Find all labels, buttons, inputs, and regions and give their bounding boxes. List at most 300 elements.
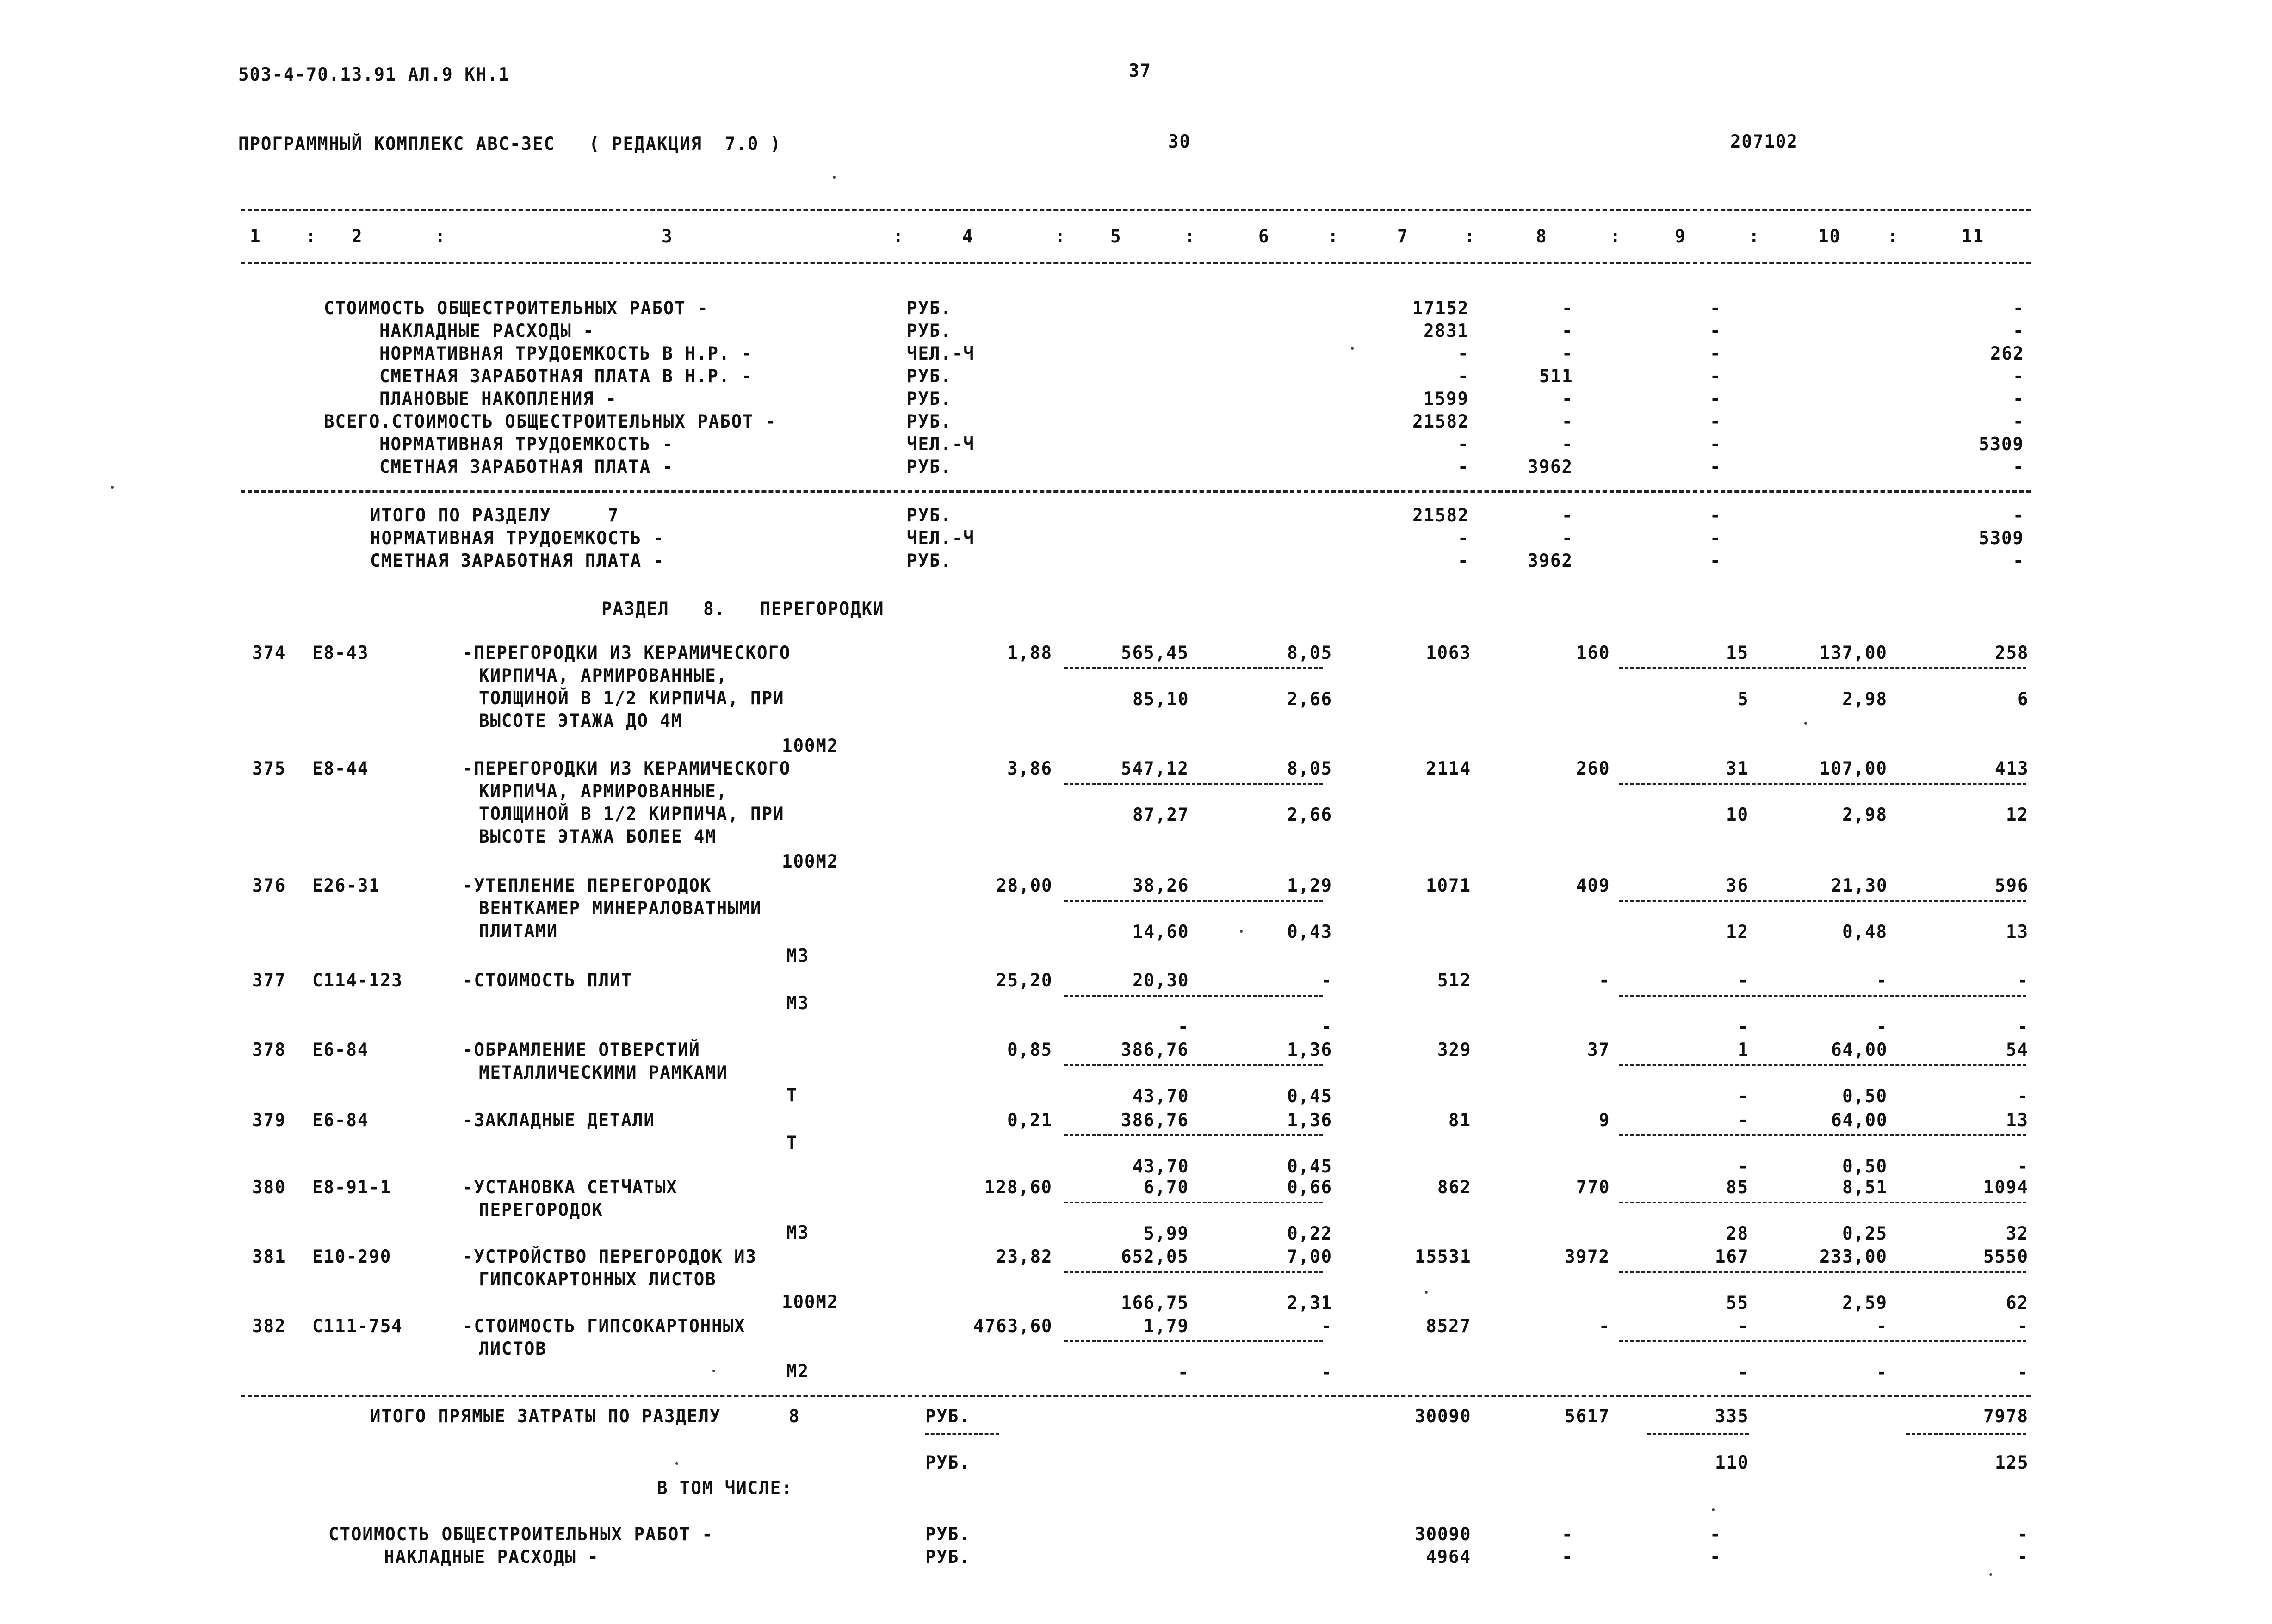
item-c11b: 32	[2006, 1223, 2029, 1244]
column-header-10: 6	[1258, 226, 1270, 247]
item-c5b: -	[1177, 1362, 1189, 1383]
item-c8: -	[1598, 970, 1610, 991]
summary-c11: -	[2012, 389, 2024, 409]
item-c10b: 2,98	[1842, 805, 1888, 825]
item-c6b: -	[1321, 1362, 1332, 1383]
section8-c7: 30090	[1414, 1406, 1471, 1427]
item-description: ПЕРЕГОРОДОК	[479, 1200, 604, 1221]
item-subtotal-dash	[1064, 783, 1323, 785]
summary-c8: -	[1561, 298, 1573, 319]
item-unit: Т	[786, 1133, 798, 1153]
item-code: С114-123	[312, 970, 403, 991]
summary-c11: -	[2012, 321, 2024, 341]
section7-c9: -	[1709, 528, 1721, 549]
item-c9b: -	[1737, 1086, 1749, 1107]
column-header-1: :	[305, 226, 317, 247]
item-c10b: -	[1876, 1362, 1888, 1383]
item-subtotal-dash	[1064, 1064, 1323, 1066]
column-header-20: 11	[1962, 226, 1984, 247]
item-c4: 1,88	[1007, 643, 1052, 663]
section7-c9: -	[1709, 551, 1721, 571]
item-unit: М3	[786, 1222, 809, 1243]
item-c5a: 6,70	[1144, 1177, 1189, 1198]
item-c9a: -	[1737, 1110, 1749, 1131]
section8-c11b: 125	[1994, 1452, 2029, 1473]
item-subtotal-dash	[1619, 783, 2026, 785]
item-c10a: 64,00	[1831, 1040, 1888, 1060]
summary-unit: РУБ.	[907, 411, 952, 432]
item-number: 379	[252, 1110, 286, 1131]
item-c11a: -	[2017, 970, 2029, 991]
item-c11b: 12	[2006, 805, 2029, 825]
item-c10b: -	[1876, 1017, 1888, 1037]
item-c4: 4763,60	[973, 1316, 1052, 1337]
item-c11a: 13	[2006, 1110, 2029, 1131]
section7-c11: -	[2012, 551, 2024, 571]
summary-c11: -	[2012, 411, 2024, 432]
item-c5b: 87,27	[1132, 805, 1189, 825]
scan-speck	[1240, 930, 1243, 933]
item-c5a: 565,45	[1121, 643, 1189, 663]
item-c6b: 0,45	[1287, 1156, 1332, 1177]
item-c6b: 2,66	[1287, 805, 1332, 825]
item-c7: 81	[1449, 1110, 1471, 1131]
item-c5b: 43,70	[1132, 1156, 1189, 1177]
summary-c9: -	[1709, 434, 1721, 455]
item-c7: 862	[1437, 1177, 1471, 1198]
item-description: -УТЕПЛЕНИЕ ПЕРЕГОРОДОК	[463, 875, 712, 896]
item-c11a: 1094	[1983, 1177, 2029, 1198]
section7-c8: -	[1561, 528, 1573, 549]
scan-speck	[1351, 347, 1354, 350]
section8-c11: 7978	[1983, 1406, 2029, 1427]
item-code: Е8-91-1	[312, 1177, 392, 1198]
item-description: -СТОИМОСТЬ ГИПСОКАРТОННЫХ	[463, 1316, 746, 1337]
item-subtotal-dash	[1064, 1134, 1323, 1136]
section7-unit: РУБ.	[907, 505, 952, 526]
section8-unit: РУБ.	[925, 1406, 971, 1427]
item-description: -СТОИМОСТЬ ПЛИТ	[463, 970, 632, 991]
item-c5b: 43,70	[1132, 1086, 1189, 1107]
column-header-0: 1	[250, 226, 261, 247]
item-c6a: 1,36	[1287, 1040, 1332, 1060]
item-c8: 37	[1587, 1040, 1610, 1060]
column-header-7: :	[1055, 226, 1066, 247]
section8-c9: 335	[1715, 1406, 1749, 1427]
item-c10b: 0,50	[1842, 1156, 1888, 1177]
section7-label: ИТОГО ПО РАЗДЕЛУ 7	[370, 505, 619, 526]
item-description: ВЫСОТЕ ЭТАЖА БОЛЕЕ 4М	[479, 826, 717, 847]
section8-c9b: 110	[1715, 1452, 1749, 1473]
section-title-underline	[601, 625, 1300, 626]
item-code: Е8-44	[312, 758, 369, 779]
item-description: -ПЕРЕГОРОДКИ ИЗ КЕРАМИЧЕСКОГО	[463, 643, 791, 663]
summary-unit: РУБ.	[907, 389, 952, 409]
item-c6b: 0,43	[1287, 922, 1332, 942]
section7-c9: -	[1709, 505, 1721, 526]
summary-unit: РУБ.	[907, 366, 952, 387]
item-c5b: 5,99	[1144, 1223, 1189, 1244]
item-subtotal-dash	[1619, 1134, 2026, 1136]
item-c7: 329	[1437, 1040, 1471, 1060]
bottom-c11: -	[2017, 1547, 2029, 1568]
section7-c8: -	[1561, 505, 1573, 526]
scan-speck	[1712, 1508, 1715, 1511]
item-number: 376	[252, 875, 286, 896]
summary-label: НОРМАТИВНАЯ ТРУДОЕМКОСТЬ -	[379, 434, 674, 455]
item-description: -ПЕРЕГОРОДКИ ИЗ КЕРАМИЧЕСКОГО	[463, 758, 791, 779]
item-code: С111-754	[312, 1316, 403, 1337]
section7-label: СМЕТНАЯ ЗАРАБОТНАЯ ПЛАТА -	[370, 551, 664, 571]
item-unit: М3	[786, 993, 809, 1014]
item-c11a: -	[2017, 1316, 2029, 1337]
item-c10a: -	[1876, 1316, 1888, 1337]
item-description: -УСТАНОВКА СЕТЧАТЫХ	[463, 1177, 678, 1198]
item-c11b: -	[2017, 1017, 2029, 1037]
summary-c9: -	[1709, 366, 1721, 387]
item-c5b: 85,10	[1132, 689, 1189, 710]
item-subtotal-dash	[1619, 667, 2026, 669]
item-description: -ОБРАМЛЕНИЕ ОТВЕРСТИЙ	[463, 1040, 700, 1060]
item-c9a: 1	[1737, 1040, 1749, 1060]
item-c6b: 0,45	[1287, 1086, 1332, 1107]
scan-speck	[712, 1370, 715, 1372]
item-c6a: -	[1321, 970, 1332, 991]
summary-unit: ЧЕЛ.-Ч	[907, 434, 975, 455]
item-c11a: 596	[1994, 875, 2029, 896]
item-number: 378	[252, 1040, 286, 1060]
summary-unit: РУБ.	[907, 457, 952, 477]
summary-c11: 262	[1990, 343, 2024, 364]
column-header-5: :	[893, 226, 904, 247]
item-code: Е26-31	[312, 875, 380, 896]
item-c6a: 1,36	[1287, 1110, 1332, 1131]
item-subtotal-dash	[1619, 1340, 2026, 1342]
summary-c7: 17152	[1412, 298, 1469, 319]
item-c7: 15531	[1414, 1246, 1471, 1267]
item-code: Е6-84	[312, 1040, 369, 1060]
section8-c8: 5617	[1565, 1406, 1610, 1427]
item-c6b: 0,22	[1287, 1223, 1332, 1244]
bottom-c9: -	[1709, 1547, 1721, 1568]
item-c10a: 107,00	[1820, 758, 1888, 779]
item-subtotal-dash	[1064, 900, 1323, 902]
item-subtotal-dash	[1064, 1202, 1323, 1203]
table-top-rule	[241, 209, 2031, 211]
bottom-c8: -	[1561, 1547, 1573, 1568]
summary-c8: -	[1561, 389, 1573, 409]
item-description: ГИПСОКАРТОННЫХ ЛИСТОВ	[479, 1269, 717, 1290]
item-c5a: 652,05	[1121, 1246, 1189, 1267]
summary-c8: 511	[1539, 366, 1573, 387]
bottom-c11: -	[2017, 1524, 2029, 1545]
item-c6a: 1,29	[1287, 875, 1332, 896]
item-c5a: 547,12	[1121, 758, 1189, 779]
item-number: 382	[252, 1316, 286, 1337]
item-c8: 9	[1598, 1110, 1610, 1131]
column-header-17: :	[1749, 226, 1760, 247]
summary-c8: -	[1561, 343, 1573, 364]
item-c10a: 233,00	[1820, 1246, 1888, 1267]
item-c9a: 15	[1726, 643, 1749, 663]
summary-c7: 21582	[1412, 411, 1469, 432]
summary-c9: -	[1709, 343, 1721, 364]
summary-unit: РУБ.	[907, 298, 952, 319]
item-c9a: 36	[1726, 875, 1749, 896]
item-c6a: 8,05	[1287, 643, 1332, 663]
summary-c9: -	[1709, 298, 1721, 319]
item-description: ТОЛЩИНОЙ В 1/2 КИРПИЧА, ПРИ	[479, 804, 785, 824]
bottom-c8: -	[1561, 1524, 1573, 1545]
item-code: Е6-84	[312, 1110, 369, 1131]
item-description: ВЕНТКАМЕР МИНЕРАЛОВАТНЫМИ	[479, 898, 762, 919]
bottom-c7: 4964	[1426, 1547, 1471, 1568]
item-description: КИРПИЧА, АРМИРОВАННЫЕ,	[479, 781, 728, 802]
item-unit: М3	[786, 946, 809, 967]
column-header-9: :	[1184, 226, 1196, 247]
scan-speck	[111, 486, 114, 489]
item-description: ЛИСТОВ	[479, 1339, 547, 1359]
bottom-unit: РУБ.	[925, 1524, 971, 1545]
item-c4: 25,20	[996, 970, 1052, 991]
item-unit: 100М2	[782, 851, 839, 872]
summary-label: СМЕТНАЯ ЗАРАБОТНАЯ ПЛАТА В Н.Р. -	[379, 366, 753, 387]
scan-speck	[1989, 1573, 1992, 1576]
item-c10a: -	[1876, 970, 1888, 991]
item-c11b: -	[2017, 1362, 2029, 1383]
column-header-11: :	[1328, 226, 1339, 247]
item-c10b: 2,59	[1842, 1293, 1888, 1314]
item-c7: 512	[1437, 970, 1471, 991]
summary-c9: -	[1709, 457, 1721, 477]
item-subtotal-dash	[1064, 667, 1323, 669]
item-code: Е8-43	[312, 643, 369, 663]
summary-label: СМЕТНАЯ ЗАРАБОТНАЯ ПЛАТА -	[379, 457, 674, 477]
item-c10b: 0,50	[1842, 1086, 1888, 1107]
item-c11a: 258	[1994, 643, 2029, 663]
item-c9a: 85	[1726, 1177, 1749, 1198]
item-subtotal-dash	[1619, 1271, 2026, 1273]
item-c5a: 1,79	[1144, 1316, 1189, 1337]
scan-speck	[675, 1462, 678, 1465]
item-c8: 770	[1576, 1177, 1610, 1198]
item-c5a: 20,30	[1132, 970, 1189, 991]
item-description: ВЫСОТЕ ЭТАЖА ДО 4М	[479, 711, 683, 731]
summary-c8: -	[1561, 411, 1573, 432]
item-c9b: 28	[1726, 1223, 1749, 1244]
item-c6b: 2,31	[1287, 1293, 1332, 1314]
column-header-8: 5	[1110, 226, 1122, 247]
item-c7: 1071	[1426, 875, 1471, 896]
item-c10a: 8,51	[1842, 1177, 1888, 1198]
bottom-label: НАКЛАДНЫЕ РАСХОДЫ -	[384, 1547, 599, 1568]
item-c10a: 64,00	[1831, 1110, 1888, 1131]
item-c5a: 38,26	[1132, 875, 1189, 896]
summary-c9: -	[1709, 321, 1721, 341]
item-description: МЕТАЛЛИЧЕСКИМИ РАМКАМИ	[479, 1062, 728, 1083]
item-c10b: 0,48	[1842, 922, 1888, 942]
item-c11b: 13	[2006, 922, 2029, 942]
column-header-2: 2	[352, 226, 363, 247]
summary-c11: -	[2012, 366, 2024, 387]
item-number: 375	[252, 758, 286, 779]
item-unit: М2	[786, 1361, 809, 1382]
item-c4: 23,82	[996, 1246, 1052, 1267]
item-c9a: 31	[1726, 758, 1749, 779]
item-c9a: 167	[1715, 1246, 1749, 1267]
summary-c11: -	[2012, 457, 2024, 477]
item-number: 381	[252, 1246, 286, 1267]
item-c5b: 166,75	[1121, 1293, 1189, 1314]
section7-c7: 21582	[1412, 505, 1469, 526]
summary-unit: РУБ.	[907, 321, 952, 341]
column-header-15: :	[1610, 226, 1622, 247]
item-subtotal-dash	[1064, 1340, 1323, 1342]
item-number: 380	[252, 1177, 286, 1198]
item-c4: 3,86	[1007, 758, 1052, 779]
item-c5b: -	[1177, 1017, 1189, 1037]
item-c9b: 10	[1726, 805, 1749, 825]
section-title: РАЗДЕЛ 8. ПЕРЕГОРОДКИ	[601, 599, 885, 620]
item-c9b: 55	[1726, 1293, 1749, 1314]
item-subtotal-dash	[1619, 1202, 2026, 1203]
summary-c7: -	[1457, 434, 1469, 455]
item-c11a: 54	[2006, 1040, 2029, 1060]
sheet-number: 30	[1168, 131, 1191, 152]
doc-code: 503-4-70.13.91 АЛ.9 КН.1	[238, 64, 510, 85]
item-c7: 8527	[1426, 1316, 1471, 1337]
item-c10b: 0,25	[1842, 1223, 1888, 1244]
item-c8: 409	[1576, 875, 1610, 896]
item-c7: 1063	[1426, 643, 1471, 663]
section8-rule	[241, 1395, 2031, 1397]
section7-label: НОРМАТИВНАЯ ТРУДОЕМКОСТЬ -	[370, 528, 664, 549]
item-c6b: 2,66	[1287, 689, 1332, 710]
item-c9b: -	[1737, 1017, 1749, 1037]
item-c9b: 5	[1737, 689, 1749, 710]
summary-c7: 1599	[1424, 389, 1469, 409]
column-header-18: 10	[1818, 226, 1841, 247]
item-subtotal-dash	[1619, 995, 2026, 997]
item-subtotal-dash	[1619, 900, 2026, 902]
summary-c7: 2831	[1424, 321, 1469, 341]
summary-unit: ЧЕЛ.-Ч	[907, 343, 975, 364]
item-number: 374	[252, 643, 286, 663]
item-c6a: 8,05	[1287, 758, 1332, 779]
item-c8: 3972	[1565, 1246, 1610, 1267]
scan-speck	[1425, 1291, 1428, 1294]
item-description: -ЗАКЛАДНЫЕ ДЕТАЛИ	[463, 1110, 655, 1131]
item-c4: 0,85	[1007, 1040, 1052, 1060]
summary-c7: -	[1457, 366, 1469, 387]
summary-c11: -	[2012, 298, 2024, 319]
scan-speck	[833, 176, 836, 179]
item-subtotal-dash	[1619, 1064, 2026, 1066]
summary-label: ПЛАНОВЫЕ НАКОПЛЕНИЯ -	[379, 389, 617, 409]
summary-c11: 5309	[1979, 434, 2024, 455]
item-description: ПЛИТАМИ	[479, 921, 558, 942]
item-c8: 260	[1576, 758, 1610, 779]
item-c6a: 7,00	[1287, 1246, 1332, 1267]
section7-c8: 3962	[1528, 551, 1573, 571]
column-header-rule	[241, 262, 2031, 264]
item-unit: Т	[786, 1085, 798, 1106]
item-c10a: 137,00	[1820, 643, 1888, 663]
section7-c7: -	[1457, 528, 1469, 549]
column-header-4: 3	[662, 226, 673, 247]
item-c4: 128,60	[984, 1177, 1052, 1198]
scan-speck	[1804, 722, 1807, 725]
item-description: -УСТРОЙСТВО ПЕРЕГОРОДОК ИЗ	[463, 1246, 757, 1267]
column-header-16: 9	[1675, 226, 1686, 247]
item-c7: 2114	[1426, 758, 1471, 779]
item-subtotal-dash	[1064, 995, 1323, 997]
document-code: 207102	[1730, 131, 1798, 152]
summary-c8: 3962	[1528, 457, 1573, 477]
summary-c9: -	[1709, 389, 1721, 409]
summary-c8: -	[1561, 434, 1573, 455]
section7-c11: 5309	[1979, 528, 2024, 549]
item-c9a: -	[1737, 1316, 1749, 1337]
item-c8: 160	[1576, 643, 1610, 663]
column-header-14: 8	[1536, 226, 1548, 247]
summary-c7: -	[1457, 457, 1469, 477]
section8-dash	[1647, 1433, 1749, 1435]
section8-label: ИТОГО ПРЯМЫЕ ЗАТРАТЫ ПО РАЗДЕЛУ 8	[370, 1406, 800, 1427]
item-c10b: 2,98	[1842, 689, 1888, 710]
bottom-c9: -	[1709, 1524, 1721, 1545]
section7-c11: -	[2012, 505, 2024, 526]
item-c6a: 0,66	[1287, 1177, 1332, 1198]
item-c10a: 21,30	[1831, 875, 1888, 896]
summary-label: ВСЕГО.СТОИМОСТЬ ОБЩЕСТРОИТЕЛЬНЫХ РАБОТ -	[324, 411, 777, 432]
summary-label: НОРМАТИВНАЯ ТРУДОЕМКОСТЬ В Н.Р. -	[379, 343, 753, 364]
column-header-19: :	[1888, 226, 1899, 247]
summary-c7: -	[1457, 343, 1469, 364]
item-c5b: 14,60	[1132, 922, 1189, 942]
item-c11a: 5550	[1983, 1246, 2029, 1267]
item-unit: 100М2	[782, 1292, 839, 1313]
item-c9a: -	[1737, 970, 1749, 991]
column-header-3: :	[435, 226, 446, 247]
bottom-unit: РУБ.	[925, 1547, 971, 1568]
item-c11b: -	[2017, 1156, 2029, 1177]
item-number: 377	[252, 970, 286, 991]
item-c9b: -	[1737, 1362, 1749, 1383]
including-label: В ТОМ ЧИСЛЕ:	[657, 1478, 793, 1499]
item-description: ТОЛЩИНОЙ В 1/2 КИРПИЧА, ПРИ	[479, 688, 785, 709]
summary-label: НАКЛАДНЫЕ РАСХОДЫ -	[379, 321, 594, 341]
summary-label: СТОИМОСТЬ ОБЩЕСТРОИТЕЛЬНЫХ РАБОТ -	[324, 298, 709, 319]
item-c8: -	[1598, 1316, 1610, 1337]
column-header-13: :	[1464, 226, 1476, 247]
summary-c9: -	[1709, 411, 1721, 432]
summary-c8: -	[1561, 321, 1573, 341]
item-c11b: 62	[2006, 1293, 2029, 1314]
section8-dash	[925, 1433, 999, 1435]
section7-unit: ЧЕЛ.-Ч	[907, 528, 975, 549]
item-c11b: 6	[2017, 689, 2029, 710]
item-c5a: 386,76	[1121, 1110, 1189, 1131]
item-subtotal-dash	[1064, 1271, 1323, 1273]
bottom-label: СТОИМОСТЬ ОБЩЕСТРОИТЕЛЬНЫХ РАБОТ -	[328, 1524, 713, 1545]
section8-unit2: РУБ.	[925, 1452, 971, 1473]
page-number: 37	[1129, 61, 1151, 81]
column-header-6: 4	[962, 226, 974, 247]
item-c11a: 413	[1994, 758, 2029, 779]
section8-dash	[1906, 1433, 2026, 1435]
item-description: КИРПИЧА, АРМИРОВАННЫЕ,	[479, 665, 728, 686]
